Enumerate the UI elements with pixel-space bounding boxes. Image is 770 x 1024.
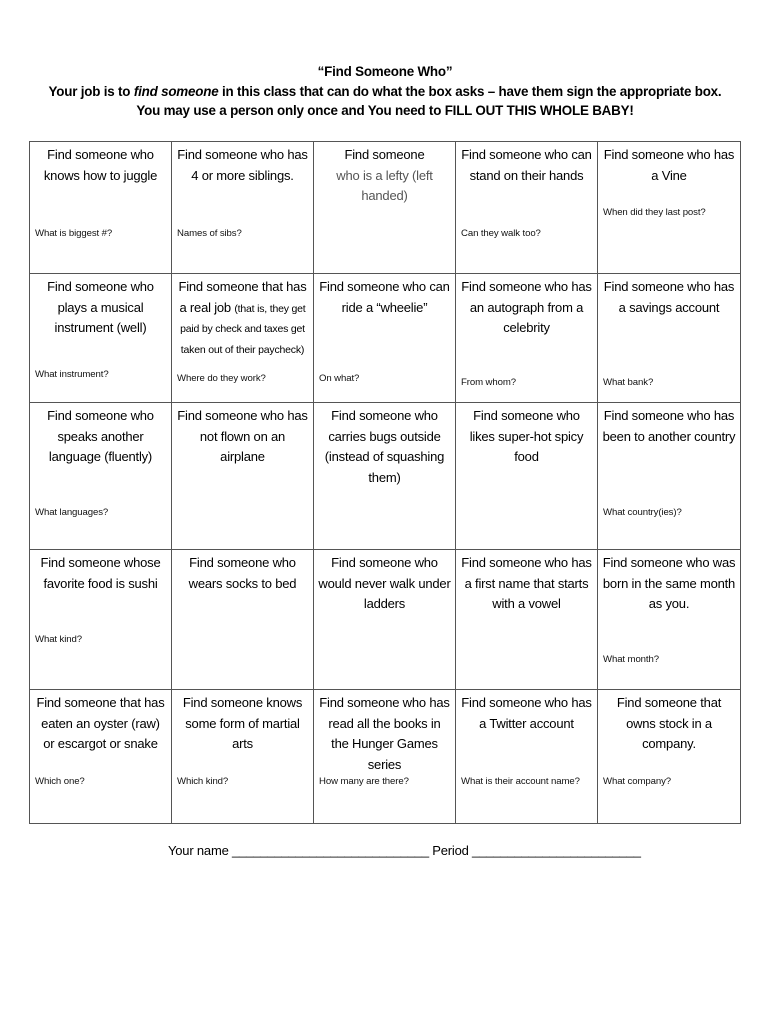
grid-cell[interactable] [314, 690, 456, 824]
instructions-line-2: You may use a person only once and You need to FILL OUT THIS WHOLE BABY! [136, 103, 634, 118]
cell-question: Which one? [35, 776, 85, 787]
grid-cell[interactable] [598, 274, 741, 403]
grid-row [30, 403, 741, 550]
bingo-grid [29, 141, 741, 824]
grid-cell[interactable] [172, 142, 314, 274]
name-period-line[interactable]: Your name ____________________________ Period ________________________ [168, 843, 641, 858]
cell-question: What kind? [35, 634, 82, 645]
instructions-text: Your job is to [48, 84, 134, 99]
cell-question: On what? [319, 373, 360, 384]
cell-prompt: Find someone who has an autograph from a celebrity [461, 279, 592, 335]
cell-question: Where do they work? [177, 373, 266, 384]
instructions-line-1 [0, 84, 770, 99]
cell-question: What languages? [35, 507, 109, 518]
cell-question: Which kind? [177, 776, 229, 787]
cell-prompt: Find someone who plays a musical instrument (well) [47, 279, 154, 335]
cell-prompt: Find someone who has a savings account [603, 279, 735, 315]
grid-cell[interactable] [456, 274, 598, 403]
grid-cell[interactable] [456, 142, 598, 274]
grid-cell[interactable] [172, 274, 314, 403]
cell-prompt: Find someone who can stand on their hands [461, 147, 592, 183]
cell-prompt-part: Find someone that has a real job [178, 279, 307, 315]
cell-prompt: Find someone who was born in the same month as you. [602, 555, 736, 611]
cell-question: Can they walk too? [461, 228, 541, 239]
grid-cell[interactable] [30, 274, 172, 403]
cell-prompt: Find someone that has eaten an oyster (raw) or escargot or snake [36, 695, 165, 751]
cell-question: From whom? [461, 377, 516, 388]
cell-prompt: Find someone who would never walk under ladders [318, 555, 451, 611]
grid-cell[interactable] [314, 142, 456, 274]
cell-prompt: Find someone who wears socks to bed [188, 555, 297, 591]
cell-prompt: Find someone who has been to another country [602, 408, 736, 444]
cell-prompt: Find someone who has a Twitter account [461, 695, 592, 731]
grid-cell[interactable] [456, 403, 598, 550]
cell-prompt-part: Find someone [344, 147, 425, 162]
grid-cell[interactable] [314, 274, 456, 403]
cell-question: What company? [603, 776, 672, 787]
grid-row [30, 142, 741, 274]
cell-prompt: Find someone who has a Vine [603, 147, 735, 183]
cell-question: When did they last post? [603, 207, 706, 218]
cell-question: What month? [603, 654, 659, 665]
cell-question: What instrument? [35, 369, 109, 380]
grid-cell[interactable] [456, 690, 598, 824]
grid-cell[interactable] [314, 403, 456, 550]
cell-prompt: Find someone knows some form of martial arts [182, 695, 303, 751]
instructions-emphasis: find someone [133, 84, 219, 99]
grid-row [30, 690, 741, 824]
cell-prompt: Find someone who has 4 or more siblings. [177, 147, 308, 183]
grid-cell[interactable] [598, 690, 741, 824]
cell-prompt: Find someone who knows how to juggle [43, 147, 158, 183]
cell-prompt [314, 142, 455, 207]
grid-cell[interactable] [30, 403, 172, 550]
cell-prompt: Find someone who has read all the books in the Hunger Games series [319, 695, 450, 772]
grid-cell[interactable] [172, 550, 314, 690]
cell-prompt: Find someone who carries bugs outside (instead of squashing them) [324, 408, 445, 485]
grid-cell[interactable] [172, 403, 314, 550]
grid-cell[interactable] [456, 550, 598, 690]
grid-cell[interactable] [30, 142, 172, 274]
grid-row [30, 274, 741, 403]
grid-cell[interactable] [314, 550, 456, 690]
cell-question: What is biggest #? [35, 228, 113, 239]
cell-prompt-part: who is a lefty (left handed) [336, 167, 433, 203]
cell-question: What country(ies)? [603, 507, 682, 518]
instructions-text: in this class that can do what the box asks – have them sign the appropriate box. [218, 84, 722, 99]
cell-prompt: Find someone who likes super-hot spicy food [469, 408, 584, 464]
cell-prompt: Find someone who speaks another language (fluently) [47, 408, 154, 464]
cell-question: Names of sibs? [177, 228, 242, 239]
grid-cell[interactable] [30, 690, 172, 824]
cell-prompt-note: (that is, they get paid by check and taxes get taken out of their paycheck) [180, 302, 306, 356]
grid-cell[interactable] [598, 142, 741, 274]
worksheet-title: “Find Someone Who” [317, 64, 453, 79]
grid-cell[interactable] [172, 690, 314, 824]
cell-prompt: Find someone who can ride a “wheelie” [319, 279, 450, 315]
cell-question: How many are there? [319, 776, 409, 787]
cell-question: What is their account name? [461, 776, 580, 787]
cell-prompt [172, 274, 313, 359]
cell-prompt: Find someone who has not flown on an airplane [177, 408, 308, 464]
cell-question: What bank? [603, 377, 654, 388]
grid-row [30, 550, 741, 690]
grid-cell[interactable] [598, 403, 741, 550]
cell-prompt: Find someone that owns stock in a company. [616, 695, 722, 751]
cell-prompt: Find someone whose favorite food is sushi [40, 555, 161, 591]
grid-cell[interactable] [598, 550, 741, 690]
cell-prompt: Find someone who has a first name that starts with a vowel [461, 555, 592, 611]
grid-cell[interactable] [30, 550, 172, 690]
